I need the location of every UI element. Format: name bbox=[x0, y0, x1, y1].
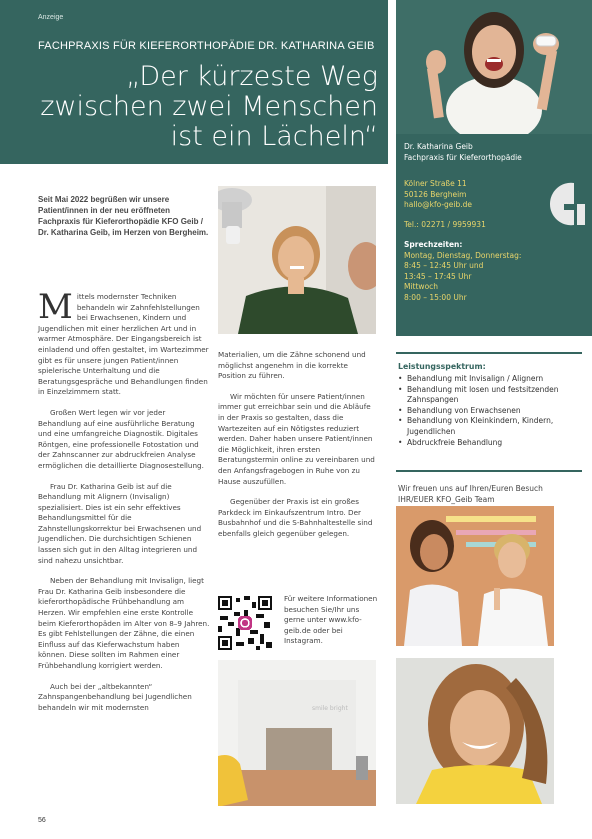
paragraph: Frau Dr. Katharina Geib ist auf die Behandlung mit Alignern (Invisalign) spezialisiert. Dies ist ein sehr effektives Behandlungsmittel für die Zahnstellungskorrektur bei Erwachsenen und Jugendlichen. Die durchsichtigen Schienen lassen sich gut in den Alltag integrieren und sind nahezu unsichtbar. bbox=[38, 481, 202, 565]
qr-caption: Für weitere Informationen besuchen Sie/Ihr uns gerne unter www.kfo-geib.de oder bei Instagram. bbox=[284, 594, 378, 646]
headline-quote bbox=[38, 62, 378, 152]
list-item: • Behandlung mit losen und festsitzenden Zahnspangen bbox=[398, 385, 568, 406]
list-item: • Abdruckfreie Behandlung bbox=[398, 438, 568, 449]
paragraph: ittels modernster Techniken behandeln wir Zahnfehlstellungen bei Erwachsenen, Kindern und Jugendlichen mit einer herzlichen Art und in warmer Atmosphäre. Der Eingangsbereich ist einladend und offen gestaltet, im Wartezimmer gibt es für unsere jungen Patient/innen spielerische Unterhaltung und die Beratungsgespräche und Behandlungen finden in Einzelzimmern statt. bbox=[38, 292, 209, 397]
doctor-name: Dr. Katharina Geib bbox=[404, 142, 473, 151]
page-number: 56 bbox=[38, 817, 46, 824]
hours-days: Montag, Dienstag, Donnerstag: bbox=[404, 250, 522, 260]
advert-label: Anzeige bbox=[38, 14, 64, 21]
phone-number[interactable]: Tel.: 02271 / 9959931 bbox=[404, 219, 486, 229]
paragraph: Wir möchten für unsere Patient/innen immer gut erreichbar sein und die Abläufe in der Praxis so gestalten, dass die Wartezeiten auf ein Nötigstes reduziert werden. Daher haben unsere Patient/innen die Möglichkeit, ihren ersten Beratungstermin online zu vereinbaren und den Anfangsfragebogen in Ruhe von zu Hause auszufüllen. bbox=[218, 391, 375, 486]
quote-line: zwischen zwei Menschen bbox=[40, 91, 378, 122]
intro-text: Seit Mai 2022 begrüßen wir unsere Patient/innen in der neu eröffneten Fachpraxis für Kieferorthopädie KFO Geib / Dr. Katharina Geib, im Herzen von Bergheim. bbox=[38, 195, 209, 237]
hours-title: Sprechzeiten: bbox=[404, 240, 463, 249]
address-street: Kölner Straße 11 bbox=[404, 179, 467, 188]
welcome-text: Wir freuen uns auf Ihren/Euren Besuch IHR/EUER KFO_Geib Team bbox=[398, 484, 543, 504]
quote-line: ist ein Lächeln“ bbox=[170, 121, 378, 152]
article-column-2 bbox=[218, 350, 378, 550]
address-city: 50126 Bergheim bbox=[404, 189, 467, 199]
paragraph: Neben der Behandlung mit Invisalign, liegt Frau Dr. Katharina Geib insbesondere die kieferorthopädische Frühbehandlung am Herzen. Wir empfehlen eine erste Kontrolle beim Kieferorthopäden im Alter von 8–9 Jahren. Es gibt Fehlstellungen der Zähne, die einen Einfluss auf das Kieferwachstum haben können. Diese sollten im Rahmen einer Frühbehandlung korrigiert werden. bbox=[38, 576, 210, 670]
services-title: Leistungsspektrum: bbox=[398, 362, 486, 371]
paragraph: Gegenüber der Praxis ist ein großes Parkdeck im Einkaufszentrum Intro. Der Busbahnhof und die S-Bahnhaltestelle sind ebenfalls gleich gegenüber gelegen. bbox=[218, 497, 373, 538]
paragraph: Auch bei der „altbekannten“ Zahnspangenbehandlung bei Jugendlichen behandeln wir mit modernsten bbox=[38, 681, 192, 712]
list-item: • Behandlung von Kleinkindern, Kindern, Jugendlichen bbox=[398, 416, 568, 437]
paragraph: Großen Wert legen wir vor jeder Behandlung auf eine ausführliche Beratung und eine umfangreiche Diagnostik. Digitales Röntgen, eine professionelle Fotostation und der Zahnscanner zur abdruckfreien Analyse ermöglichen die detaillierte Diagnosestellung. bbox=[38, 407, 204, 470]
paragraph: Materialien, um die Zähne schonend und möglichst angenehm in die korrekte Position zu führen. bbox=[218, 350, 366, 381]
list-item: • Behandlung mit Invisalign / Alignern bbox=[398, 374, 568, 385]
divider bbox=[396, 352, 582, 354]
kids-photo bbox=[396, 506, 554, 646]
practice-title: FACHPRAXIS FÜR KIEFERORTHOPÄDIE DR. KATHARINA GEIB bbox=[38, 40, 375, 52]
hours-wednesday-slot: 8:00 – 15:00 Uhr bbox=[404, 292, 467, 302]
waiting-room-photo bbox=[218, 660, 376, 806]
doctor-subtitle: Fachpraxis für Kieferorthopädie bbox=[404, 152, 522, 162]
wall-sign: smile bright bbox=[312, 705, 348, 712]
article-column-1 bbox=[38, 287, 210, 723]
divider bbox=[396, 470, 582, 472]
hours-slot: 8:45 – 12:45 Uhr und bbox=[404, 261, 484, 270]
qr-code[interactable] bbox=[216, 594, 274, 652]
list-item: • Behandlung von Erwachsenen bbox=[398, 406, 568, 417]
hours-wednesday: Mittwoch bbox=[404, 282, 439, 291]
email-link[interactable]: hallo@kfo-geib.de bbox=[404, 200, 473, 209]
drop-cap: M bbox=[38, 287, 73, 327]
girl-aligner-photo bbox=[396, 0, 592, 134]
quote-line: „Der kürzeste Weg bbox=[126, 61, 378, 92]
smiling-woman-photo bbox=[396, 658, 554, 804]
contact-block bbox=[404, 142, 584, 303]
services-list bbox=[398, 374, 568, 448]
hours-slot: 13:45 – 17:45 Uhr bbox=[404, 271, 472, 281]
doctor-photo bbox=[218, 186, 376, 334]
